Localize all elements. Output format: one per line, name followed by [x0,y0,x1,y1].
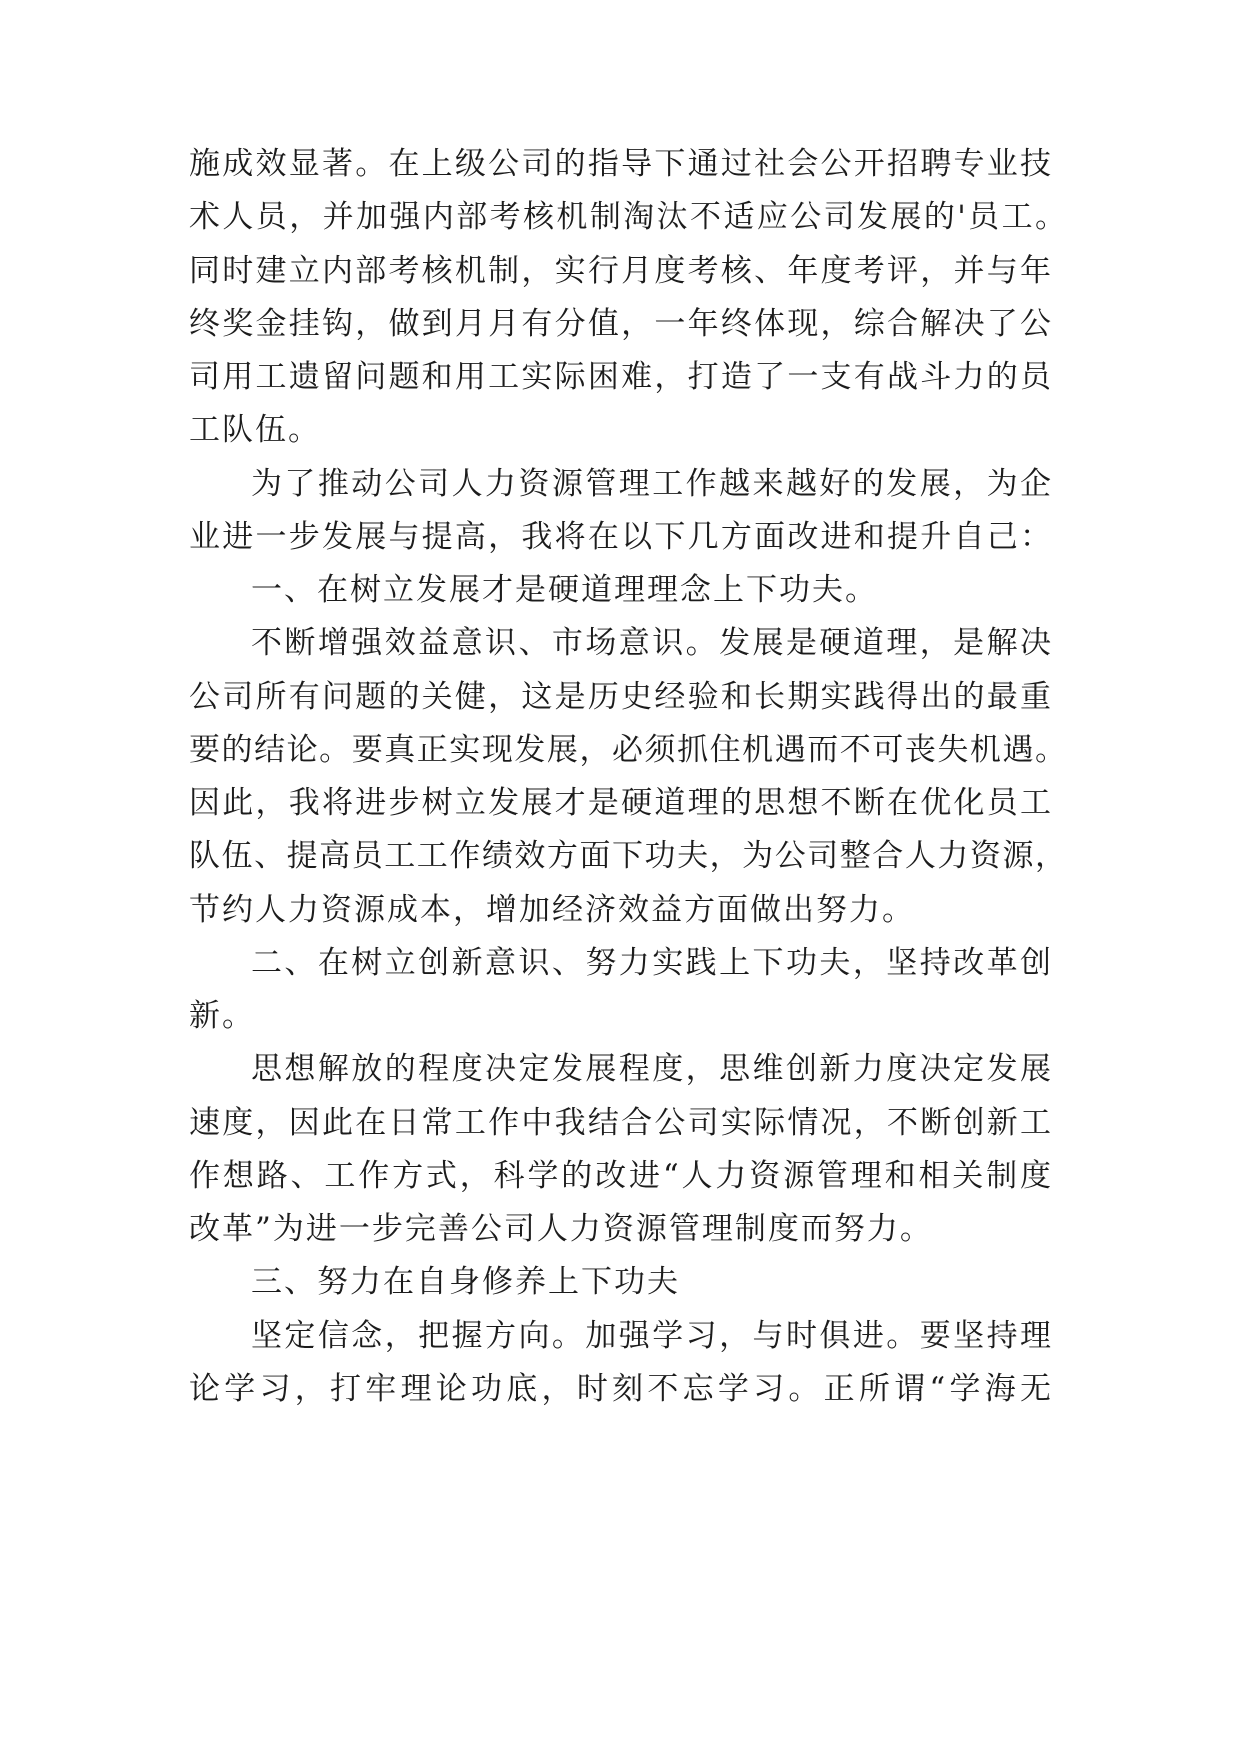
section-heading [189,1256,1051,1309]
text-line: 术人员，并加强内部考核机制淘汰不适应公司发展的'员工。 [189,199,1066,236]
text-line: 论学习，打牢理论功底，时刻不忘学习。正所谓“学海无 [189,1370,1051,1407]
heading-line: 三、努力在自身修养上下功夫 [251,1264,680,1301]
document-body [189,138,1066,1416]
section-heading [189,937,1051,1044]
text-line: 同时建立内部考核机制，实行月度考核、年度考评，并与年 [189,252,1051,289]
text-line: 节约人力资源成本，增加经济效益方面做出努力。 [189,891,915,928]
text-line: 队伍、提高员工工作绩效方面下功夫，为公司整合人力资源， [189,838,1066,875]
text-line: 为了推动公司人力资源管理工作越来越好的发展，为企 [251,465,1051,502]
paragraph [189,1310,1051,1417]
section-heading [189,564,1051,617]
text-line: 要的结论。要真正实现发展，必须抓住机遇而不可丧失机遇。 [189,731,1066,768]
text-line: 工队伍。 [189,412,321,449]
text-line: 作想路、工作方式，科学的改进“人力资源管理和相关制度 [189,1157,1051,1194]
text-line: 施成效显著。在上级公司的指导下通过社会公开招聘专业技 [189,146,1051,182]
text-line: 司用工遗留问题和用工实际困难，打造了一支有战斗力的员 [189,359,1051,395]
text-line: 公司所有问题的关健，这是历史经验和长期实践得出的最重 [189,678,1051,715]
paragraph [189,1043,1051,1256]
text-line: 业进一步发展与提高，我将在以下几方面改进和提升自己： [189,518,1051,555]
heading-line: 一、在树立发展才是硬道理理念上下功夫。 [251,572,878,608]
paragraph [189,617,1066,937]
text-line: 坚定信念，把握方向。加强学习，与时俱进。要坚持理 [251,1317,1051,1354]
paragraph [189,458,1051,565]
text-line: 不断增强效益意识、市场意识。发展是硬道理，是解决 [251,625,1051,662]
text-line: 终奖金挂钩，做到月月有分值，一年终体现，综合解决了公 [189,305,1051,342]
heading-line: 新。 [189,998,255,1034]
heading-line: 二、在树立创新意识、努力实践上下功夫，坚持改革创 [251,944,1051,981]
text-line: 思想解放的程度决定发展程度，思维创新力度决定发展 [251,1051,1051,1088]
text-line: 速度，因此在日常工作中我结合公司实际情况，不断创新工 [189,1104,1051,1141]
text-line: 改革”为进一步完善公司人力资源管理制度而努力。 [189,1211,933,1247]
text-line: 因此，我将进步树立发展才是硬道理的思想不断在优化员工 [189,785,1051,821]
paragraph-continued [189,138,1066,458]
